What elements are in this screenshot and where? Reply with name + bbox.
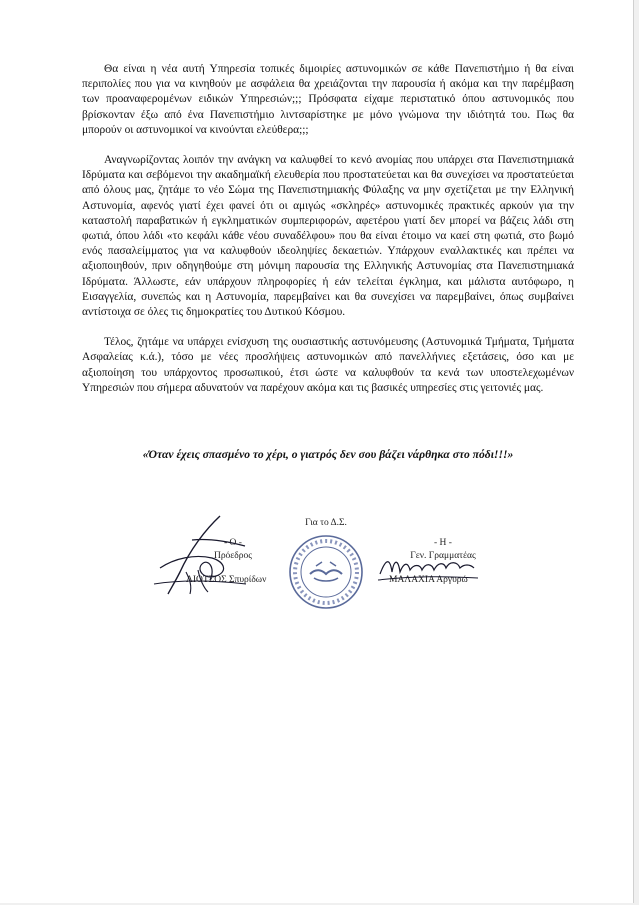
president-article: - Ο -	[224, 538, 242, 548]
secretary-signature-icon	[374, 548, 484, 588]
secretary-title: Γεν. Γραμματέας	[410, 551, 476, 561]
secretary-article: - Η -	[434, 538, 452, 548]
paragraph-3: Τέλος, ζητάμε να υπάρχει ενίσχυση της ουσιαστικής αστυνόμευσης (Αστυνομικά Τμήματα, Τμήματα Ασφαλείας κ.ά.), τόσο με νέες προσλήψεις αστυνομικών από πανελλήνιες εξετάσεις, όσο και με αξιοποίηση του υπάρχοντος προσωπικού, έτσι ώστε να καλυφθούν τα κενά των υποστελεχωμένων Υπηρεσιών που σήμερα αδυνατούν να παρέχουν ακόμα και τις βασικές υπηρεσίες στις γειτονιές μας.	[82, 336, 574, 394]
paragraph-2: Αναγνωρίζοντας λοιπόν την ανάγκη να καλυφθεί το κενό ανομίας που υπάρχει στα Πανεπιστημιακά Ιδρύματα και σεβόμενοι την ακαδημαϊκή ελευθερία που προστατεύεται και θα συνεχίσει να προστατεύεται από όλους μας, ζητάμε το νέο Σώμα της Πανεπιστημιακής Φύλαξης να μην σχετίζεται με την Ελληνική Αστυνομία, αφενός γιατί έχει φανεί ότι οι αμιγώς «σκληρές» αστυνομικές πρακτικές αρκούν για την καταστολή παραβατικών ή εγκληματικών συμπεριφορών, αφετέρου γιατί δεν μπορεί να βάζεις λάδι στη φωτιά, όπου λάδι «το κεφάλι κάθε νέου συναδέλφου» που θα είναι έτοιμο να καεί στη φωτιά, στο βωμό ενός πασαλείμματος για να καλυφθούν ιδεοληψίες δεκαετιών. Υπάρχουν εναλλακτικές και πρέπει να αξιοποιηθούν, πριν οδηγηθούμε στη μόνιμη παρουσία της Ελληνικής Αστυνομίας στα Πανεπιστημιακά Ιδρύματα. Άλλωστε, εάν υπάρχουν πληροφορίες ή εάν τελείται έγκλημα, και μάλιστα αυτόφωρο, η Εισαγγελία, συνεπώς και η Αστυνομία, παρεμβαίνει και θα συνεχίσει να παρεμβαίνει, όπως συμβαίνει αντίστοιχα σε όλες τις δημοκρατίες του Δυτικού Κόσμου.	[82, 154, 574, 319]
president-signature-icon	[150, 510, 260, 600]
association-stamp-icon	[286, 532, 366, 612]
board-label	[296, 517, 356, 530]
paragraph-1: Θα είναι η νέα αυτή Υπηρεσία τοπικές διμοιρίες αστυνομικών σε κάθε Πανεπιστήμιο ή θα είναι περιπολίες που για να κινηθούν με ασφάλεια θα χρειάζονται την παρουσία ή ακόμα και την παρέμβαση των προαναφερομένων ειδικών Υπηρεσιών;;; Πρόσφατα είχαμε περιστατικό όπου αστυνομικός που βρίσκονταν έξω από ένα Πανεπιστήμιο λιντσαρίστηκε με μόνο γνώμονα την ιδιότητά του. Πως θα μπορούν οι αστυνομικοί να κινούνται ελεύθερα;;;	[82, 63, 574, 136]
closing-quote: «Όταν έχεις σπασμένο το χέρι, ο γιατρός δεν σου βάζει νάρθηκα στο πόδι!!!»	[142, 448, 514, 461]
secretary-name: ΜΑΛΑΧΙΑ Αργυρώ	[389, 575, 468, 585]
body-text	[82, 62, 574, 411]
board-label-text: Για το Δ.Σ.	[305, 518, 347, 528]
president-name: ΛΙΟΤΣΟΣ Σπυρίδων	[186, 575, 267, 585]
president-title: Πρόεδρος	[213, 551, 253, 561]
